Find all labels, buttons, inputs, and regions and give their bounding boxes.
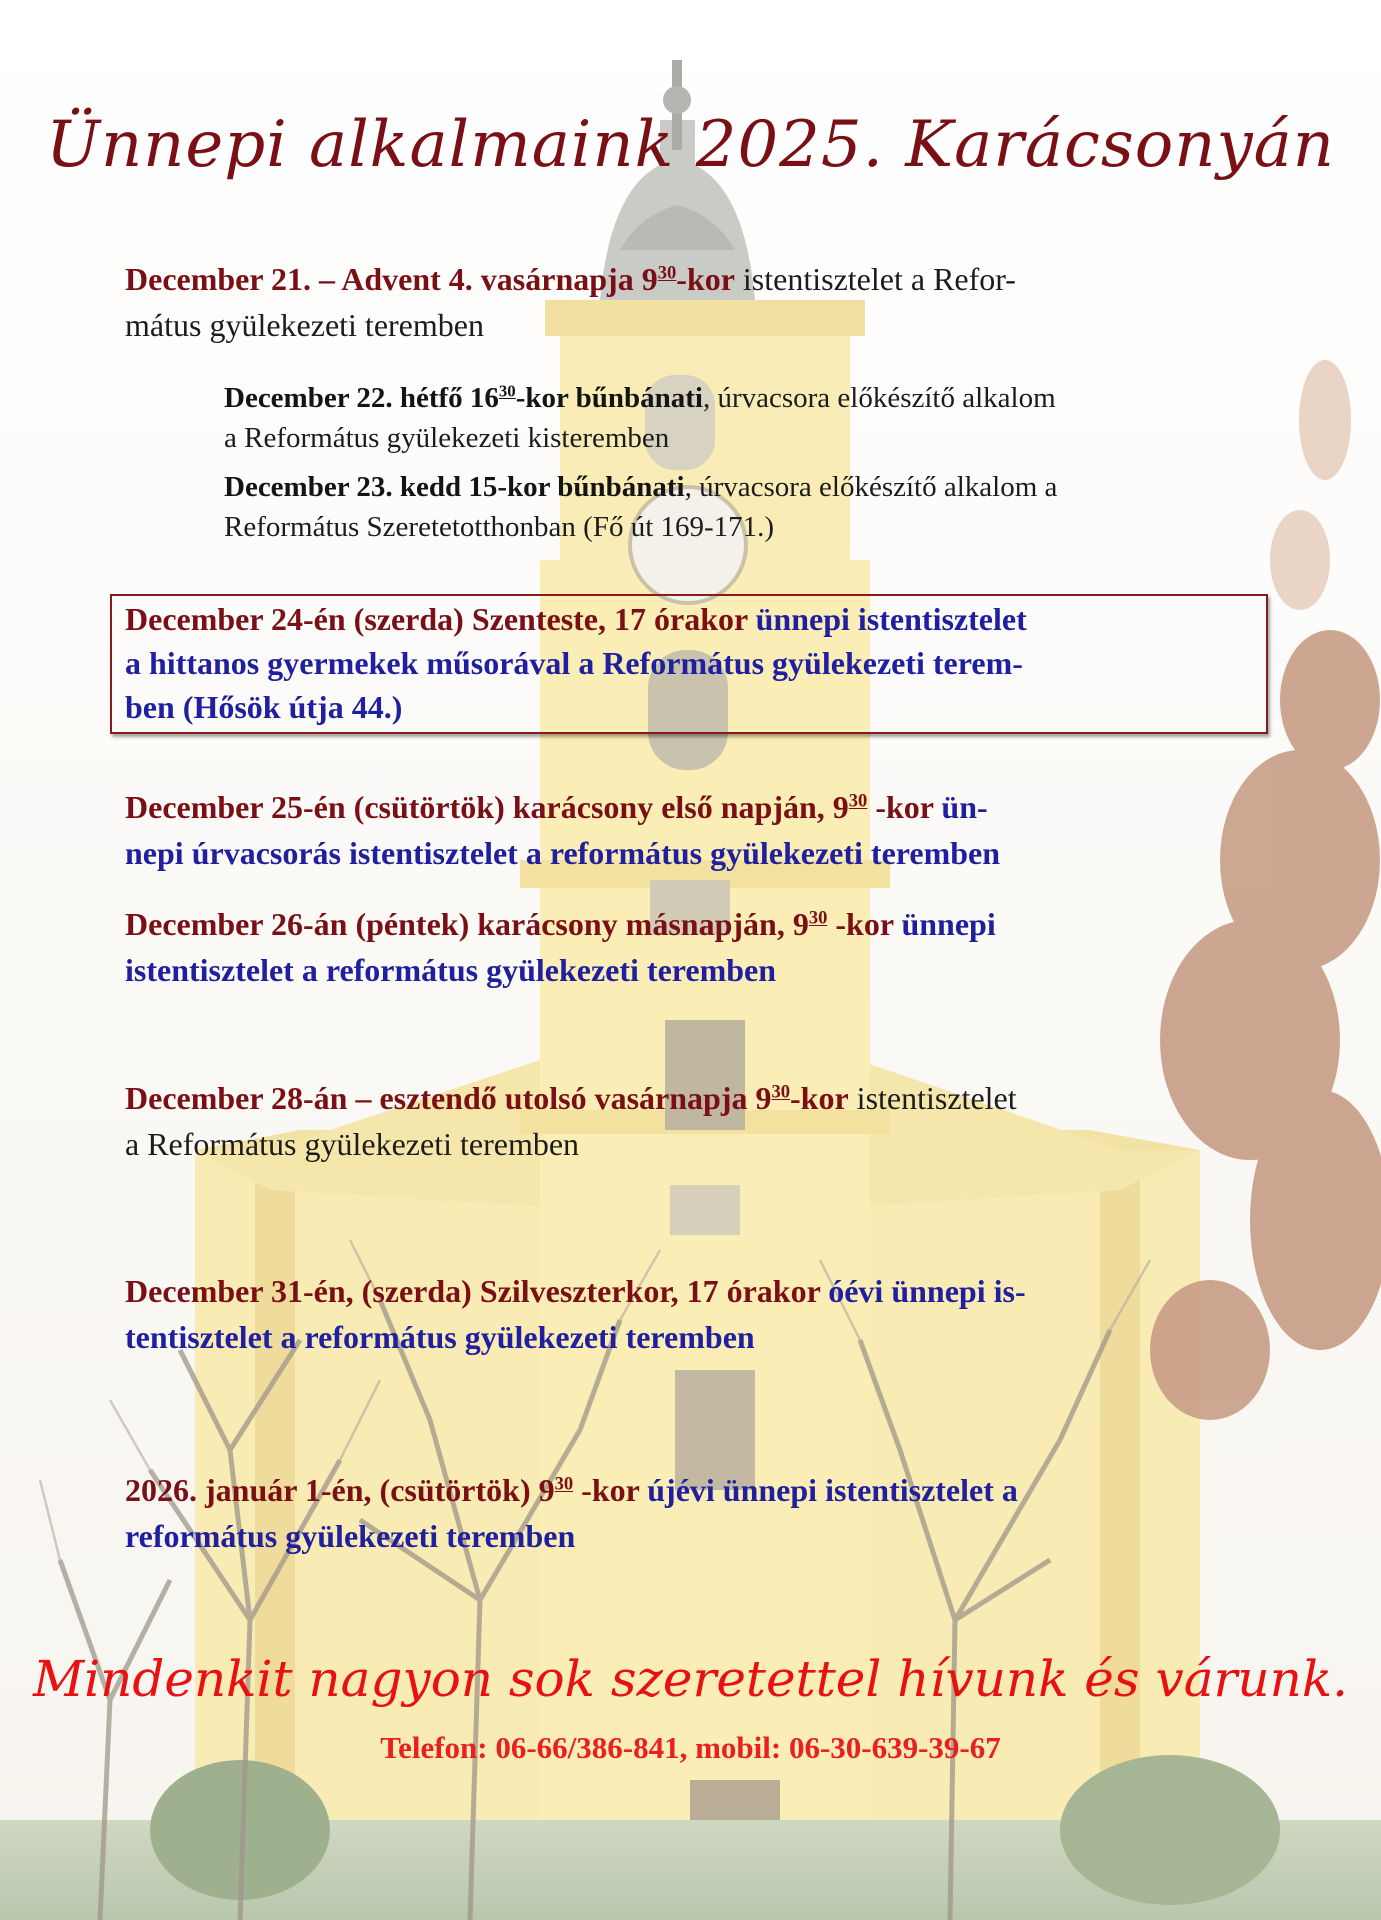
event-dec-21: [125, 256, 1016, 348]
event-text: óévi ünnepi is-: [820, 1273, 1026, 1309]
event-date: December 21. – Advent 4. vasárnapja 9: [125, 261, 658, 297]
event-time-suffix: -kor: [676, 261, 735, 297]
event-text: istentisztelet a Refor-: [734, 261, 1016, 297]
event-line-2: református gyülekezeti teremben: [125, 1518, 576, 1554]
event-line-1: [125, 784, 1000, 830]
event-date: December 23. kedd 15-kor bűnbánati: [224, 471, 685, 503]
event-time-suffix: -kor: [573, 1472, 640, 1508]
event-line-2: a Református gyülekezeti teremben: [125, 1126, 580, 1162]
event-time-suffix: -kor: [790, 1080, 849, 1116]
event-line-1: [125, 256, 1016, 302]
event-text: ünnepi: [893, 906, 996, 942]
event-time-minutes: 30: [657, 262, 677, 284]
event-time-minutes: 30: [554, 1473, 574, 1495]
event-time-suffix: -kor: [827, 906, 894, 942]
event-dec-31: [125, 1268, 1026, 1360]
event-line-2: a hittanos gyermekek műsorával a Református gyülekezeti terem-: [125, 645, 1023, 681]
event-line-1: [125, 1467, 1018, 1513]
event-dec-22: [224, 378, 1056, 458]
event-text: ünnepi istentisztelet: [747, 601, 1027, 637]
event-dec-25: [125, 784, 1000, 876]
event-line-1: [125, 901, 996, 947]
event-jan-01: [125, 1467, 1018, 1559]
event-date: December 31-én, (szerda) Szilveszterkor, 17 órakor: [125, 1273, 821, 1309]
event-dec-28: [125, 1075, 1017, 1167]
event-line-2: Református Szeretetotthonban (Fő út 169-171.): [224, 511, 775, 543]
event-line-3: ben (Hősök útja 44.): [125, 689, 403, 725]
event-line-1: [224, 378, 1056, 418]
event-line-2: istentisztelet a református gyülekezeti teremben: [125, 952, 777, 988]
event-date: December 24-én (szerda) Szenteste, 17 órakor: [125, 601, 748, 637]
event-text: , úrvacsora előkészítő alkalom a: [684, 471, 1058, 503]
event-text: istentisztelet: [848, 1080, 1017, 1116]
event-line-1: [224, 467, 1057, 507]
event-text: , úrvacsora előkészítő alkalom: [702, 382, 1056, 414]
page-title: Ünnepi alkalmaink 2025. Karácsonyán: [46, 108, 1335, 182]
event-dec-23: [224, 467, 1057, 547]
event-line-2: nepi úrvacsorás istentisztelet a református gyülekezeti teremben: [125, 835, 1001, 871]
event-date: December 22. hétfő 16: [224, 382, 499, 414]
event-line-1: [125, 1075, 1017, 1121]
event-dec-26: [125, 901, 996, 993]
event-line-1: [125, 597, 1027, 641]
event-time-minutes: 30: [848, 790, 868, 812]
event-line-2: a Református gyülekezeti kisteremben: [224, 422, 670, 454]
event-line-2: mátus gyülekezeti teremben: [125, 307, 484, 343]
event-date: 2026. január 1-én, (csütörtök) 9: [125, 1472, 555, 1508]
event-type: -kor bűnbánati: [515, 382, 703, 414]
event-date: December 25-én (csütörtök) karácsony első napján, 9: [125, 789, 849, 825]
contact-phone: Telefon: 06-66/386-841, mobil: 06-30-639-39-67: [380, 1730, 1001, 1765]
event-text: ün-: [933, 789, 988, 825]
invitation-text: Mindenkit nagyon sok szeretettel hívunk és várunk.: [32, 1650, 1349, 1708]
event-text: újévi ünnepi istentisztelet a: [639, 1472, 1018, 1508]
event-dec-24: [125, 597, 1027, 729]
event-line-1: [125, 1268, 1026, 1314]
event-time-minutes: 30: [771, 1081, 791, 1103]
event-time-minutes: 30: [808, 907, 828, 929]
event-line-2: tentisztelet a református gyülekezeti teremben: [125, 1319, 755, 1355]
event-time-suffix: -kor: [867, 789, 934, 825]
event-date: December 26-án (péntek) karácsony másnapján, 9: [125, 906, 809, 942]
event-date: December 28-án – esztendő utolsó vasárnapja 9: [125, 1080, 772, 1116]
event-time-minutes: 30: [498, 381, 516, 401]
